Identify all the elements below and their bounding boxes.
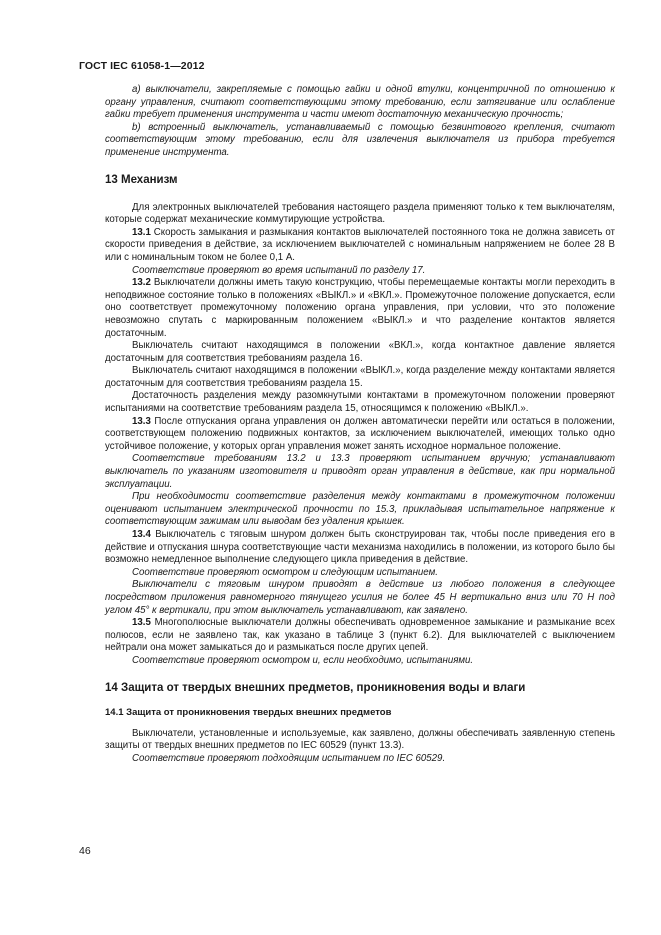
- document-header: ГОСТ IEC 61058-1—2012: [79, 60, 205, 72]
- clause-text: После отпускания органа управления он должен автоматически перейти или остаться в положении, соответствующем положению подвижных контактов, за исключением выключателей, имеющих только одно устойчивое положение, у которых орган управления может занять исходное нормальное положение.: [105, 415, 615, 452]
- clause-number: 13.3: [132, 415, 151, 427]
- compliance-13-3b: При необходимости соответствие разделения между контактами в промежуточном положении оценивают испытанием электрической прочности по 15.3, прикладывая испытательное напряжение к соответствующим зажимам или выводам без удаления крышек.: [105, 491, 615, 528]
- compliance-13-4a: Соответствие проверяют осмотром и следующим испытанием.: [132, 566, 438, 578]
- compliance-14-1: Соответствие проверяют подходящим испытанием по IEC 60529.: [132, 752, 446, 764]
- clause-13-2: [105, 277, 615, 340]
- clause-text: Скорость замыкания и размыкания контактов выключателей постоянного тока не должна зависеть от скорости приведения в действие, за исключением выключателей с номинальным напряжением не более 28 В или с номинальным током не более 0,1 А.: [105, 226, 615, 263]
- page-content: [105, 84, 615, 765]
- page-number: 46: [79, 845, 91, 857]
- clause-number: 13.5: [132, 617, 151, 629]
- section-14-heading: 14 Защита от твердых внешних предметов, проникновения воды и влаги: [105, 681, 526, 694]
- clause-number: 13.1: [132, 226, 151, 238]
- item-a: а) выключатели, закрепляемые с помощью гайки и одной втулки, концентричной по отношению к органу управления, считают соответствующими этому требованию, если затягивание или ослабление гайки требует применения инструмента и части имеют достаточную механическую прочность;: [105, 84, 615, 121]
- clause-13-2-off: Выключатель считают находящимся в положении «ВЫКЛ.», когда разделение между контактами является достаточным для соответствия требованиям раздела 15.: [105, 365, 615, 389]
- section-13-intro: Для электронных выключателей требования настоящего раздела применяют только к тем выключателям, которые содержат механические коммутирующие устройства.: [105, 201, 615, 226]
- section-13-heading: 13 Механизм: [105, 173, 178, 186]
- clause-13-2-intermediate: Достаточность разделения между разомкнутыми контактами в промежуточном положении проверяют испытаниями на соответствие требованиям раздела 15, относящимся к положению «ВЫКЛ.».: [105, 390, 615, 415]
- compliance-13-1: Соответствие проверяют во время испытаний по разделу 17.: [132, 264, 426, 276]
- clause-13-4: [105, 529, 615, 567]
- item-b: b) встроенный выключатель, устанавливаемый с помощью безвинтового крепления, считают соответствующим этому требованию, если для извлечения выключателя из прибора требуется применение инструмента.: [105, 121, 615, 158]
- clause-text: Выключатели должны иметь такую конструкцию, чтобы перемещаемые контакты могли переходить в неподвижное состояние только в положениях «ВЫКЛ.» и «ВКЛ.». Промежуточное положение допускается, если оно соответствует промежуточному положению органа управления, при условии, что это положение невозможно спутать с маркированным положением «ВЫКЛ.» и что разделение контактов является достаточным.: [105, 277, 615, 339]
- compliance-13-5: Соответствие проверяют осмотром и, если необходимо, испытаниями.: [132, 654, 474, 666]
- clause-13-5: [105, 617, 615, 655]
- clause-number: 13.2: [132, 277, 151, 289]
- subsection-14-1-heading: 14.1 Защита от проникновения твердых внешних предметов: [105, 706, 392, 718]
- clause-13-2-on: Выключатель считают находящимся в положении «ВКЛ.», когда контактное давление является достаточным для соответствия требованиям раздела 16.: [105, 340, 615, 364]
- compliance-13-4b: Выключатели с тяговым шнуром приводят в действие из любого положения в следующее посредством приложения равномерного тянущего усилия не более 45 Н вертикально вниз или 70 Н под углом 45° к вертикали, при этом выключатель устанавливают, как заявлено.: [105, 579, 615, 616]
- clause-text: Многополюсные выключатели должны обеспечивать одновременное замыкание и размыкание всех полюсов, если не заявлено так, как указано в таблице 3 (пункт 6.2). Для выключателей с выключением нейтрали она может замыкаться до и размыкаться после других цепей.: [105, 617, 615, 654]
- clause-13-3: [105, 416, 615, 454]
- clause-13-1: [105, 227, 615, 265]
- clause-text: Выключатель с тяговым шнуром должен быть сконструирован так, чтобы после приведения его в действие и отпускания шнура соответствующие части механизма находились в положении, из которого было бы возможно немедленное выполнение следующего цикла приведения в действие.: [105, 529, 616, 566]
- compliance-13-3a: Соответствие требованиям 13.2 и 13.3 проверяют испытанием вручную; устанавливают выключатель по указаниям изготовителя и приводят орган управления в действие, как при нормальной эксплуатации.: [105, 453, 615, 490]
- clause-number: 13.4: [132, 529, 151, 540]
- clause-14-1: Выключатели, установленные и используемые, как заявлено, должны обеспечивать заявленную степень защиты от твердых внешних предметов по IEC 60529 (пункт 13.3).: [105, 727, 615, 752]
